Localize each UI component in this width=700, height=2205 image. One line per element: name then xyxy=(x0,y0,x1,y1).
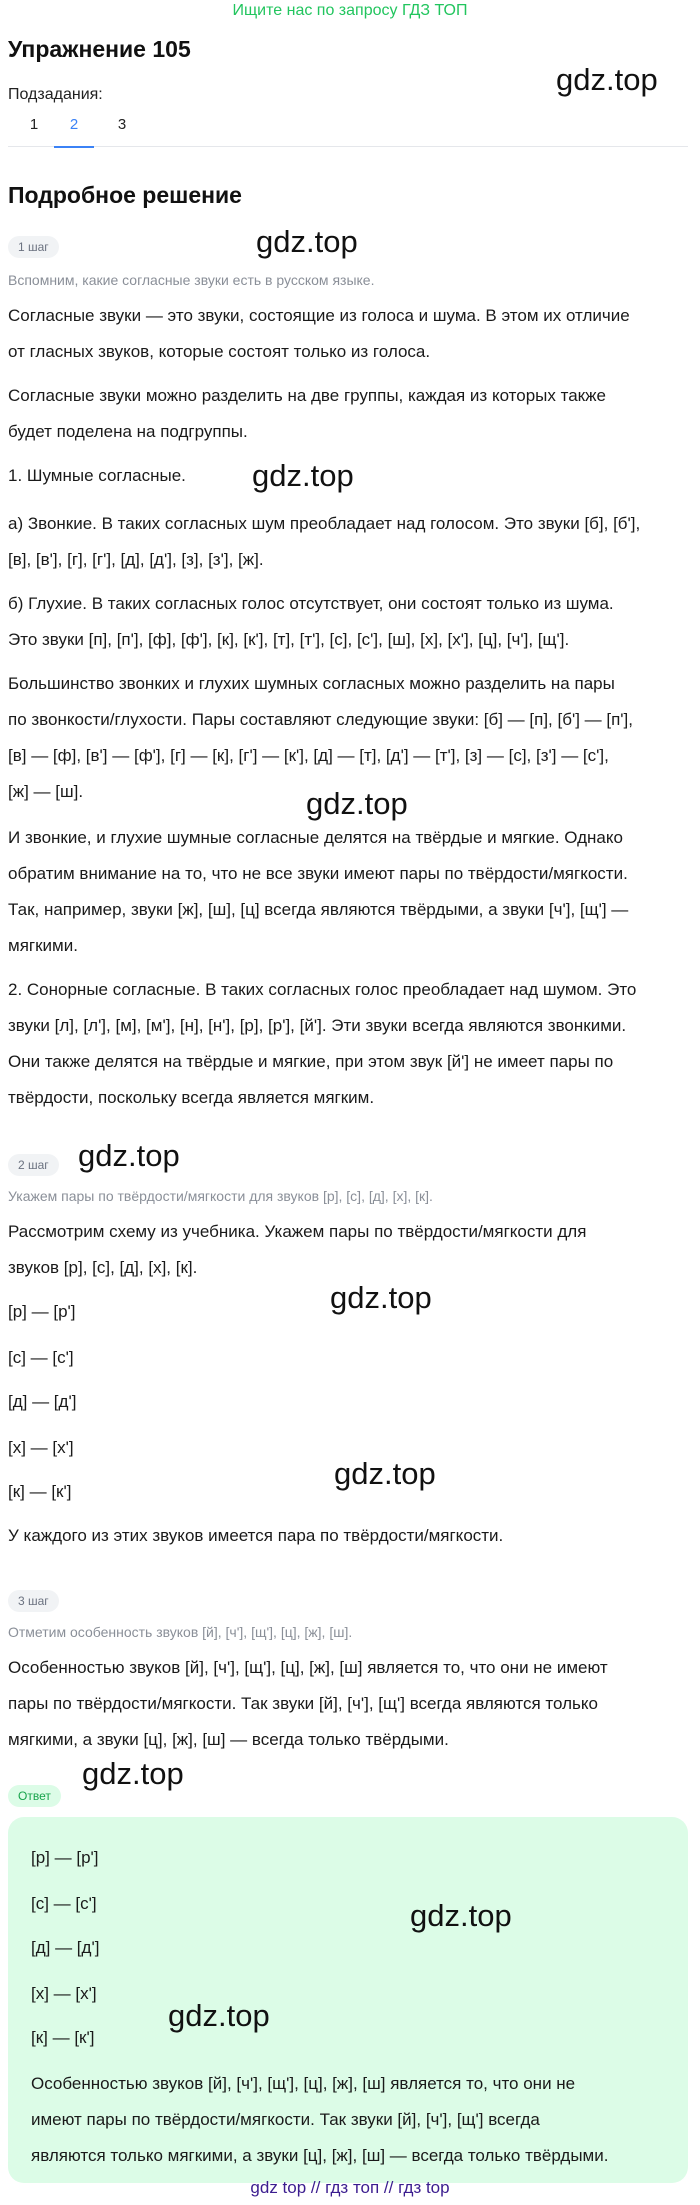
step1-line: 2. Сонорные согласные. В таких согласных голос преобладает над шумом. Это xyxy=(8,980,637,999)
step2-line: Рассмотрим схему из учебника. Укажем пары по твёрдости/мягкости для xyxy=(8,1222,587,1241)
step1-line: Согласные звуки можно разделить на две группы, каждая из которых также xyxy=(8,386,606,405)
answer-line: Особенностью звуков [й], [ч'], [щ'], [ц], [ж], [ш] является то, что они не xyxy=(31,2074,576,2093)
watermark: gdz.top xyxy=(556,62,658,97)
step2-line: звуков [р], [с], [д], [х], [к]. xyxy=(8,1258,198,1277)
answer-line: [к] — [к'] xyxy=(31,2028,95,2047)
step1-line: от гласных звуков, которые состоят только из голоса. xyxy=(8,342,431,361)
step-badge: 2 шаг xyxy=(8,1154,59,1176)
watermark: gdz.top xyxy=(252,458,354,493)
step1-line: по звонкости/глухости. Пары составляют следующие звуки: [б] — [п], [б'] — [п'], xyxy=(8,710,633,729)
answer-line: [х] — [х'] xyxy=(31,1984,97,2003)
tab-2[interactable]: 2 xyxy=(54,116,94,148)
step3-line: Особенностью звуков [й], [ч'], [щ'], [ц], [ж], [ш] является то, что они не имеют xyxy=(8,1658,608,1677)
subtasks-label: Подзадания: xyxy=(8,86,103,103)
step1-line: Так, например, звуки [ж], [ш], [ц] всегда являются твёрдыми, а звуки [ч'], [щ'] — xyxy=(8,900,629,919)
answer-line: имеют пары по твёрдости/мягкости. Так звуки [й], [ч'], [щ'] всегда xyxy=(31,2110,540,2129)
answer-badge: Ответ xyxy=(8,1785,61,1807)
step-hint: Вспомним, какие согласные звуки есть в русском языке. xyxy=(8,272,375,288)
step2-line: [с] — [с'] xyxy=(8,1348,74,1367)
step1-line: [в] — [ф], [в'] — [ф'], [г] — [к], [г'] — [к'], [д] — [т], [д'] — [т'], [з] — [с], [з'] — [с'], xyxy=(8,746,609,765)
step3-line: мягкими, а звуки [ц], [ж], [ш] — всегда только твёрдыми. xyxy=(8,1730,449,1749)
step1-line: Это звуки [п], [п'], [ф], [ф'], [к], [к'], [т], [т'], [с], [с'], [ш], [х], [х'], [ц], [ч'], [щ']. xyxy=(8,630,570,649)
footer-watermark: gdz top // гдз топ // гдз top xyxy=(250,2178,450,2197)
step1-line: 1. Шумные согласные. xyxy=(8,466,186,485)
step2-line: У каждого из этих звуков имеется пара по твёрдости/мягкости. xyxy=(8,1526,504,1545)
step1-line: Большинство звонких и глухих шумных согласных можно разделить на пары xyxy=(8,674,615,693)
watermark: gdz.top xyxy=(334,1456,436,1491)
step3-line: пары по твёрдости/мягкости. Так звуки [й], [ч'], [щ'] всегда являются только xyxy=(8,1694,598,1713)
tab-3[interactable]: 3 xyxy=(117,116,127,133)
watermark: gdz.top xyxy=(168,1998,270,2033)
watermark: gdz.top xyxy=(78,1138,180,1173)
step-hint: Отметим особенность звуков [й], [ч'], [щ'], [ц], [ж], [ш]. xyxy=(8,1624,353,1640)
step1-line: звуки [л], [л'], [м], [м'], [н], [н'], [р], [р'], [й']. Эти звуки всегда являются звонкими. xyxy=(8,1016,627,1035)
step1-line: И звонкие, и глухие шумные согласные делятся на твёрдые и мягкие. Однако xyxy=(8,828,623,847)
subtask-tabs xyxy=(8,112,688,147)
step1-line: а) Звонкие. В таких согласных шум преобладает над голосом. Это звуки [б], [б'], xyxy=(8,514,641,533)
page-title: Упражнение 105 xyxy=(8,36,191,62)
search-hint-banner: Ищите нас по запросу ГДЗ ТОП xyxy=(232,2,468,19)
step2-line: [р] — [р'] xyxy=(8,1302,76,1321)
watermark: gdz.top xyxy=(410,1898,512,1933)
answer-line: являются только мягкими, а звуки [ц], [ж], [ш] — всегда только твёрдыми. xyxy=(31,2146,609,2165)
watermark: gdz.top xyxy=(256,224,358,259)
watermark: gdz.top xyxy=(82,1756,184,1791)
answer-line: [р] — [р'] xyxy=(31,1848,99,1867)
answer-line: [с] — [с'] xyxy=(31,1894,97,1913)
step-hint: Укажем пары по твёрдости/мягкости для звуков [р], [с], [д], [х], [к]. xyxy=(8,1188,433,1204)
step1-line: будет поделена на подгруппы. xyxy=(8,422,248,441)
tab-1[interactable]: 1 xyxy=(29,116,39,133)
watermark: gdz.top xyxy=(330,1280,432,1315)
step1-line: Они также делятся на твёрдые и мягкие, при этом звук [й'] не имеет пары по xyxy=(8,1052,614,1071)
step1-line: б) Глухие. В таких согласных голос отсутствует, они состоят только из шума. xyxy=(8,594,614,613)
step1-line: твёрдости, поскольку всегда является мягким. xyxy=(8,1088,375,1107)
step1-line: обратим внимание на то, что не все звуки имеют пары по твёрдости/мягкости. xyxy=(8,864,628,883)
step-badge: 1 шаг xyxy=(8,236,59,258)
step2-line: [х] — [х'] xyxy=(8,1438,74,1457)
step1-line: [ж] — [ш]. xyxy=(8,782,84,801)
section-title: Подробное решение xyxy=(8,182,242,208)
step1-line: мягкими. xyxy=(8,936,78,955)
step2-line: [д] — [д'] xyxy=(8,1392,77,1411)
step-badge: 3 шаг xyxy=(8,1590,59,1612)
step2-line: [к] — [к'] xyxy=(8,1482,72,1501)
watermark: gdz.top xyxy=(306,786,408,821)
answer-line: [д] — [д'] xyxy=(31,1938,100,1957)
step1-line: Согласные звуки — это звуки, состоящие из голоса и шума. В этом их отличие xyxy=(8,306,630,325)
step1-line: [в], [в'], [г], [г'], [д], [д'], [з], [з'], [ж]. xyxy=(8,550,264,569)
